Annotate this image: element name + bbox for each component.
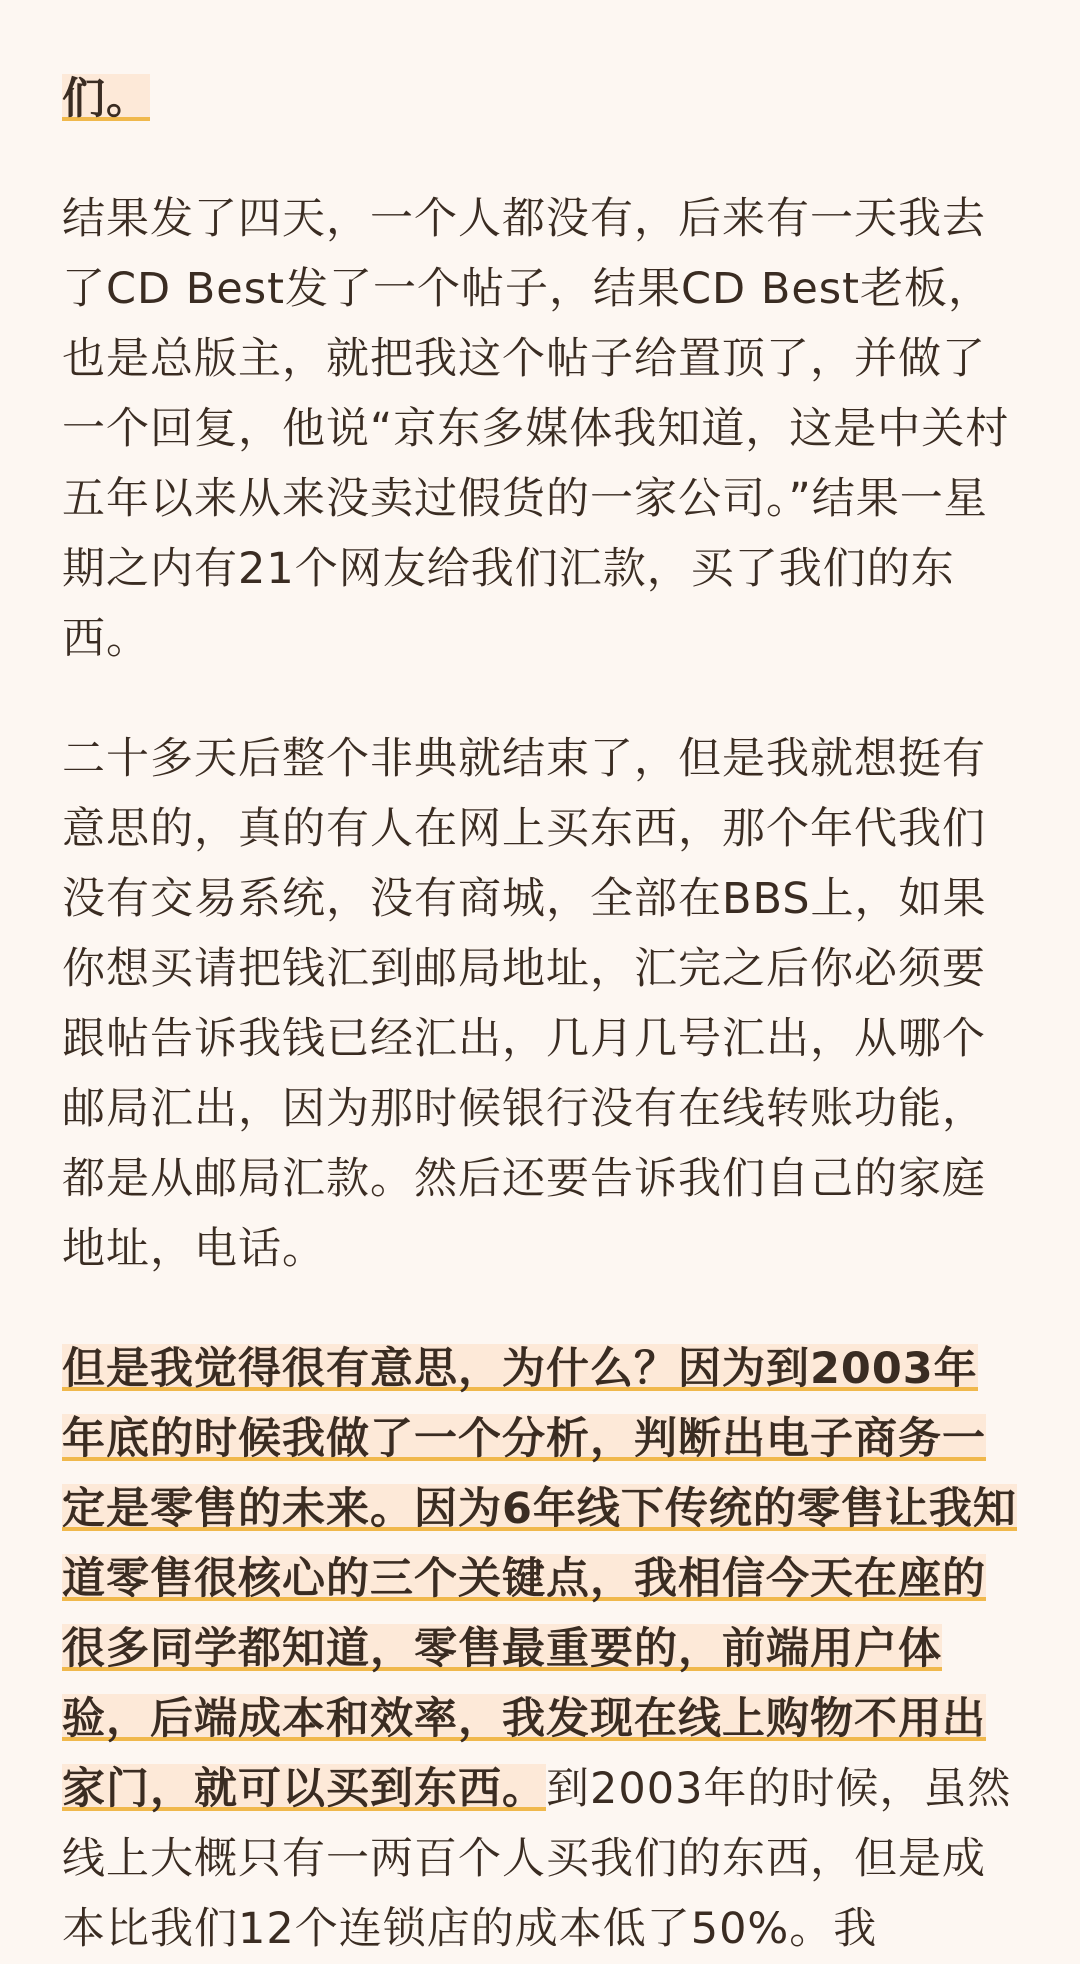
paragraph-continuation xyxy=(62,64,1018,134)
paragraph-3-rest: 到2003年的时候，虽然线上大概只有一两百个人买我们的东西，但是成本比我们12个连锁店的成本低了50%。我 xyxy=(62,1764,1012,1954)
highlighted-text: 但是我觉得很有意思，为什么？因为到2003年年底的时候我做了一个分析，判断出电子商务一定是零售的未来。因为6年线下传统的零售让我知道零售很核心的三个关键点，我相信今天在座的很多同学都知道，零售最重要的，前端用户体验，后端成本和效率，我发现在线上购物不用出家门，就可以买到东西。 xyxy=(62,1344,1017,1814)
highlighted-text: 们。 xyxy=(62,74,150,124)
paragraph-2: 二十多天后整个非典就结束了，但是我就想挺有意思的，真的有人在网上买东西，那个年代我们没有交易系统，没有商城，全部在BBS上，如果你想买请把钱汇到邮局地址，汇完之后你必须要跟帖告诉我钱已经汇出，几月几号汇出，从哪个邮局汇出，因为那时候银行没有在线转账功能，都是从邮局汇款。然后还要告诉我们自己的家庭地址，电话。 xyxy=(62,734,987,1274)
paragraph-1: 结果发了四天，一个人都没有，后来有一天我去了CD Best发了一个帖子，结果CD Best老板，也是总版主，就把我这个帖子给置顶了，并做了一个回复，他说“京东多媒体我知道，这是中关村五年以来从来没卖过假货的一家公司。”结果一星期之内有21个网友给我们汇款，买了我们的东西。 xyxy=(62,194,1010,664)
paragraph-3 xyxy=(62,1334,1018,1964)
